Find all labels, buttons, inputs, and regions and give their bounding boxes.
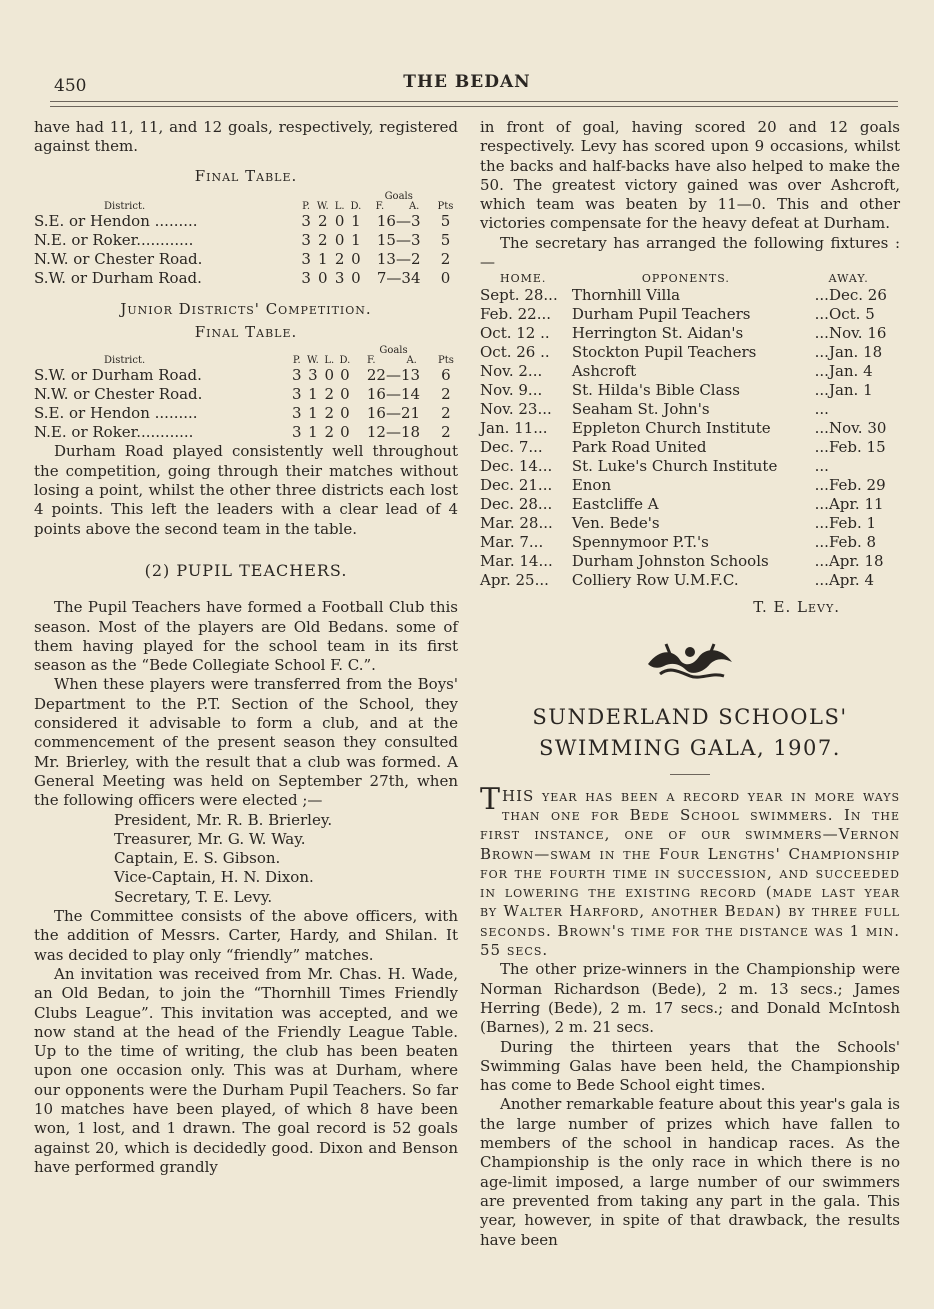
district-name: N.E. or Roker............: [34, 230, 194, 249]
fixture-away-date: ...Feb. 15: [814, 438, 886, 457]
officer-line: Captain, E. S. Gibson.: [114, 849, 281, 868]
district-name: N.E. or Roker............: [34, 423, 194, 442]
fixture-opponent: Durham Johnston Schools: [571, 552, 769, 571]
fixture-row: [480, 286, 900, 305]
table-cell: 5: [440, 211, 451, 230]
title-rule: [670, 774, 710, 775]
table-cell: 3: [292, 366, 302, 385]
paragraph: have had 11, 11, and 12 goals, respectively, registered against them.: [34, 118, 458, 156]
table-row: [34, 423, 458, 442]
col-header: W.: [316, 200, 329, 212]
table-cell: 3: [308, 366, 318, 385]
fixture-row: [480, 324, 900, 343]
fixture-home-date: Oct. 26 ..: [480, 343, 550, 362]
officer-line: Secretary, T. E. Levy.: [114, 887, 273, 906]
officer-line: President, Mr. R. B. Brierley.: [114, 810, 333, 829]
table-cell: 3: [301, 249, 311, 268]
paragraph: When these players were transferred from the Boys' Department to the P.T. Section of the School, they considered it advisable to form a club, and at the commencement of the present season they consulted Mr. Brierley, with the result that a club was formed. A General Meeting was held on September 27th, when the following officers were elected ;—: [34, 675, 458, 810]
table-cell: 1: [351, 211, 361, 230]
right-column: [480, 118, 900, 1250]
fixture-away-date: ...Jan. 1: [814, 381, 873, 400]
fixture-row: [480, 495, 900, 514]
fixture-opponent: Ashcroft: [571, 362, 637, 381]
fixture-away-date: ...Oct. 5: [814, 305, 875, 324]
paragraph: The Pupil Teachers have formed a Football Club this season. Most of the players are Old Bedans. some of them having played for the school team in its first season as the “Bede Collegiate School F. C.”.: [34, 598, 458, 675]
fixture-opponent: Ven. Bede's: [571, 514, 660, 533]
fixture-away-date: ...Nov. 30: [814, 419, 887, 438]
table-cell: 0: [334, 211, 345, 230]
table-cell: 1: [308, 404, 318, 423]
fixture-home-date: Mar. 7...: [480, 533, 544, 552]
table-cell: 2: [334, 249, 345, 268]
fixture-away-date: ...Dec. 26: [814, 286, 887, 305]
fixture-away-date: ...: [814, 457, 829, 476]
paragraph-text: HIS year has been a record year in more ways than one for Bede School swimmers. In the first instance, one of our swimmers—Vernon Brown—swam in the Four Lengths' Championship for the fourth time in succession, and succeeded in lowering the existing record (made last year by Walter Harford, another Bedan) by three full seconds. Brown's time for the distance was 1 min. 55 secs.: [480, 786, 900, 960]
table-cell: 5: [440, 230, 451, 249]
table-cell: 3: [292, 404, 302, 423]
paragraph: Another remarkable feature about this year's gala is the large number of prizes which have fallen to members of the school in handicap races. As the Championship is the only race in which there is no age-limit imposed, a large number of our swimmers are prevented from taking any part in the gala. This year, however, in spite of that drawback, the results have been: [480, 1095, 900, 1249]
table-cell: 16—14: [366, 385, 421, 404]
fixture-away-date: ...Jan. 18: [814, 343, 883, 362]
fixture-opponent: Thornhill Villa: [571, 286, 681, 305]
col-header: P.: [292, 355, 301, 367]
table-cell: 6: [441, 366, 451, 385]
paragraph: in front of goal, having scored 20 and 12 goals respectively. Levy has scored upon 9 occasions, whilst the backs and half-backs have also helped to make the 50. The greatest victory gained was over Ashcroft, which team was beaten by 11—0. This and other victories compensate for the heavy defeat at Durham.: [480, 118, 900, 233]
table-header-row: [34, 346, 458, 356]
district-name: N.W. or Chester Road.: [34, 249, 203, 268]
fixture-opponent: Enon: [571, 476, 612, 495]
table-cell: 2: [324, 423, 335, 442]
fixture-away-date: ...Jan. 4: [814, 362, 873, 381]
fixture-opponent: Eastcliffe A: [571, 495, 659, 514]
district-name: S.E. or Hendon .........: [34, 211, 198, 230]
running-head: THE BEDAN: [403, 72, 531, 92]
fixture-home-date: Mar. 28...: [480, 514, 553, 533]
table-cell: 0: [340, 366, 350, 385]
fixture-away-date: ...Feb. 8: [814, 533, 877, 552]
left-column: [34, 118, 458, 1177]
fixture-home-date: Sept. 28...: [480, 286, 558, 305]
table-cell: 3: [292, 423, 302, 442]
fixture-row: [480, 533, 900, 552]
table-header-row: [34, 192, 458, 202]
table-cell: 16—3: [376, 211, 421, 230]
table-cell: 0: [351, 249, 361, 268]
fixture-home-date: Mar. 14...: [480, 552, 553, 571]
fixture-opponent: Eppleton Church Institute: [571, 419, 771, 438]
district-name: N.W. or Chester Road.: [34, 385, 203, 404]
table-cell: 2: [441, 404, 451, 423]
table-row: [34, 404, 458, 423]
section-heading: (2) PUPIL TEACHERS.: [144, 560, 348, 580]
table-cell: 2: [440, 249, 451, 268]
fixture-away-date: ...Nov. 16: [814, 324, 887, 343]
fixture-home-date: Oct. 12 ..: [480, 324, 550, 343]
fixture-opponent: Stockton Pupil Teachers: [571, 343, 757, 362]
col-header: Pts: [437, 355, 454, 367]
header-rule: [50, 106, 898, 107]
goals-label: Goals: [379, 345, 408, 357]
final-table: [34, 192, 458, 288]
col-header: A.: [408, 200, 420, 212]
col-header: Pts: [437, 200, 454, 212]
table-cell: 2: [318, 230, 328, 249]
table-cell: 16—21: [366, 404, 421, 423]
table-cell: 2: [318, 211, 328, 230]
col-header: A.: [406, 355, 417, 367]
table-cell: 2: [324, 385, 335, 404]
col-header: OPPONENTS.: [641, 272, 730, 286]
fixture-home-date: Dec. 14...: [480, 457, 553, 476]
col-header: F.: [367, 355, 376, 367]
table-row: [34, 366, 458, 385]
table-row: [34, 269, 458, 288]
table-title: Final Table.: [194, 323, 298, 342]
fixture-opponent: Herrington St. Aidan's: [571, 324, 744, 343]
table-cell: 0: [324, 366, 335, 385]
table-cell: 3: [301, 230, 311, 249]
table-cell: 0: [340, 423, 350, 442]
col-header: District.: [104, 355, 146, 367]
col-header: HOME.: [500, 272, 547, 286]
col-header: L.: [324, 355, 335, 367]
paragraph: [480, 781, 900, 961]
fixture-away-date: ...: [814, 400, 829, 419]
fixture-home-date: Apr. 25...: [480, 571, 549, 590]
fixture-opponent: Park Road United: [571, 438, 707, 457]
col-header: W.: [307, 355, 319, 367]
fixture-away-date: ...Apr. 18: [814, 552, 884, 571]
fixture-opponent: Colliery Row U.M.F.C.: [571, 571, 739, 590]
fixture-home-date: Dec. 21...: [480, 476, 553, 495]
paragraph: The secretary has arranged the following fixtures :—: [480, 233, 900, 272]
fixture-row: [480, 438, 900, 457]
fixture-home-date: Nov. 2...: [480, 362, 543, 381]
fixture-opponent: St. Hilda's Bible Class: [571, 381, 740, 400]
table-cell: 0: [334, 230, 345, 249]
table-cell: 1: [318, 249, 328, 268]
fixture-row: [480, 362, 900, 381]
goals-label: Goals: [384, 190, 413, 202]
table-title: Final Table.: [194, 166, 298, 185]
table-cell: 22—13: [366, 366, 421, 385]
fixture-row: [480, 343, 900, 362]
district-name: S.E. or Hendon .........: [34, 404, 198, 423]
col-header: F.: [375, 200, 385, 212]
table-cell: 1: [308, 385, 318, 404]
fixture-row: [480, 305, 900, 324]
fixture-row: [480, 514, 900, 533]
fixture-opponent: Spennymoor P.T.'s: [571, 533, 709, 552]
table-header-row: [34, 356, 458, 366]
table-cell: 0: [351, 268, 361, 287]
floral-ornament-icon: [640, 636, 740, 684]
article-title: SUNDERLAND SCHOOLS': [532, 704, 848, 729]
table-cell: 3: [292, 385, 302, 404]
table-cell: 2: [441, 423, 451, 442]
page-number: 450: [54, 76, 87, 96]
table-cell: 2: [324, 404, 335, 423]
table-cell: 15—3: [376, 230, 421, 249]
paragraph: During the thirteen years that the Schools' Swimming Galas have been held, the Championship has come to Bede School eight times.: [480, 1037, 900, 1095]
paragraph: An invitation was received from Mr. Chas. H. Wade, an Old Bedan, to join the “Thornhill Times Friendly Clubs League”. This invitation was accepted, and we now stand at the head of the Friendly League Table. Up to the time of writing, the club has been beaten upon one occasion only. This was at Durham, where our opponents were the Durham Pupil Teachers. So far 10 matches have been played, of which 8 have been won, 1 lost, and 1 drawn. The goal record is 52 goals against 20, which is decidedly good. Dixon and Benson have performed grandly: [34, 964, 458, 1176]
fixtures-table: [480, 272, 900, 590]
table-cell: 0: [318, 268, 328, 287]
fixture-home-date: Feb. 22...: [480, 305, 551, 324]
table-cell: 3: [334, 268, 345, 287]
table-cell: 3: [301, 211, 311, 230]
col-header: AWAY.: [828, 272, 869, 286]
fixture-opponent: St. Luke's Church Institute: [571, 457, 778, 476]
fixture-opponent: Durham Pupil Teachers: [571, 305, 751, 324]
fixture-home-date: Dec. 28...: [480, 495, 553, 514]
fixture-row: [480, 476, 900, 495]
fixture-home-date: Dec. 7...: [480, 438, 543, 457]
paragraph: Durham Road played consistently well throughout the competition, going through their matches without losing a point, whilst the other three districts each lost 4 points. This left the leaders with a clear lead of 4 points above the second team in the table.: [34, 442, 458, 538]
col-header: L.: [334, 200, 345, 212]
table-cell: 1: [308, 423, 318, 442]
district-name: S.W. or Durham Road.: [34, 366, 202, 385]
table-row: [34, 250, 458, 269]
fixture-row: [480, 571, 900, 590]
article-title: SWIMMING GALA, 1907.: [539, 735, 841, 760]
table-row: [34, 212, 458, 231]
paragraph: The Committee consists of the above officers, with the addition of Messrs. Carter, Hardy, and Shilan. It was decided to play only “friendly” matches.: [34, 907, 458, 964]
officer-line: Treasurer, Mr. G. W. Way.: [114, 829, 306, 848]
fixture-row: [480, 419, 900, 438]
header-rule: [50, 101, 898, 102]
table-cell: 3: [301, 268, 311, 287]
drop-cap: T: [480, 781, 501, 817]
fixture-home-date: Nov. 9...: [480, 381, 543, 400]
table-row: [34, 385, 458, 404]
fixture-row: [480, 400, 900, 419]
table-cell: 2: [441, 385, 451, 404]
fixture-away-date: ...Feb. 1: [814, 514, 877, 533]
table-cell: 1: [351, 230, 361, 249]
fixture-row: [480, 381, 900, 400]
fixtures-header-row: [480, 272, 900, 286]
table-header-row: [34, 202, 458, 212]
table-cell: 7—34: [376, 268, 421, 287]
col-header: D.: [350, 200, 362, 212]
table-cell: 0: [340, 404, 350, 423]
table-cell: 12—18: [366, 423, 421, 442]
competition-title: Junior Districts' Competition.: [120, 299, 372, 318]
fixture-row: [480, 552, 900, 571]
col-header: D.: [339, 355, 351, 367]
fixture-home-date: Nov. 23...: [480, 400, 552, 419]
officer-line: Vice-Captain, H. N. Dixon.: [114, 868, 314, 887]
fixture-row: [480, 457, 900, 476]
col-header: District.: [104, 200, 146, 212]
table-row: [34, 231, 458, 250]
signature: T. E. Levy.: [753, 598, 840, 617]
district-name: S.W. or Durham Road.: [34, 268, 202, 287]
junior-final-table: [34, 346, 458, 442]
fixture-away-date: ...Apr. 4: [814, 571, 874, 590]
fixture-opponent: Seaham St. John's: [571, 400, 710, 419]
table-cell: 0: [440, 268, 451, 287]
fixture-away-date: ...Apr. 11: [814, 495, 884, 514]
col-header: P.: [302, 200, 311, 212]
table-cell: 13—2: [376, 249, 421, 268]
paragraph: The other prize-winners in the Championship were Norman Richardson (Bede), 2 m. 13 secs.; James Herring (Bede), 2 m. 17 secs.; and Donald McIntosh (Barnes), 2 m. 21 secs.: [480, 960, 900, 1037]
table-cell: 0: [340, 385, 350, 404]
fixture-away-date: ...Feb. 29: [814, 476, 886, 495]
fixture-home-date: Jan. 11...: [480, 419, 548, 438]
